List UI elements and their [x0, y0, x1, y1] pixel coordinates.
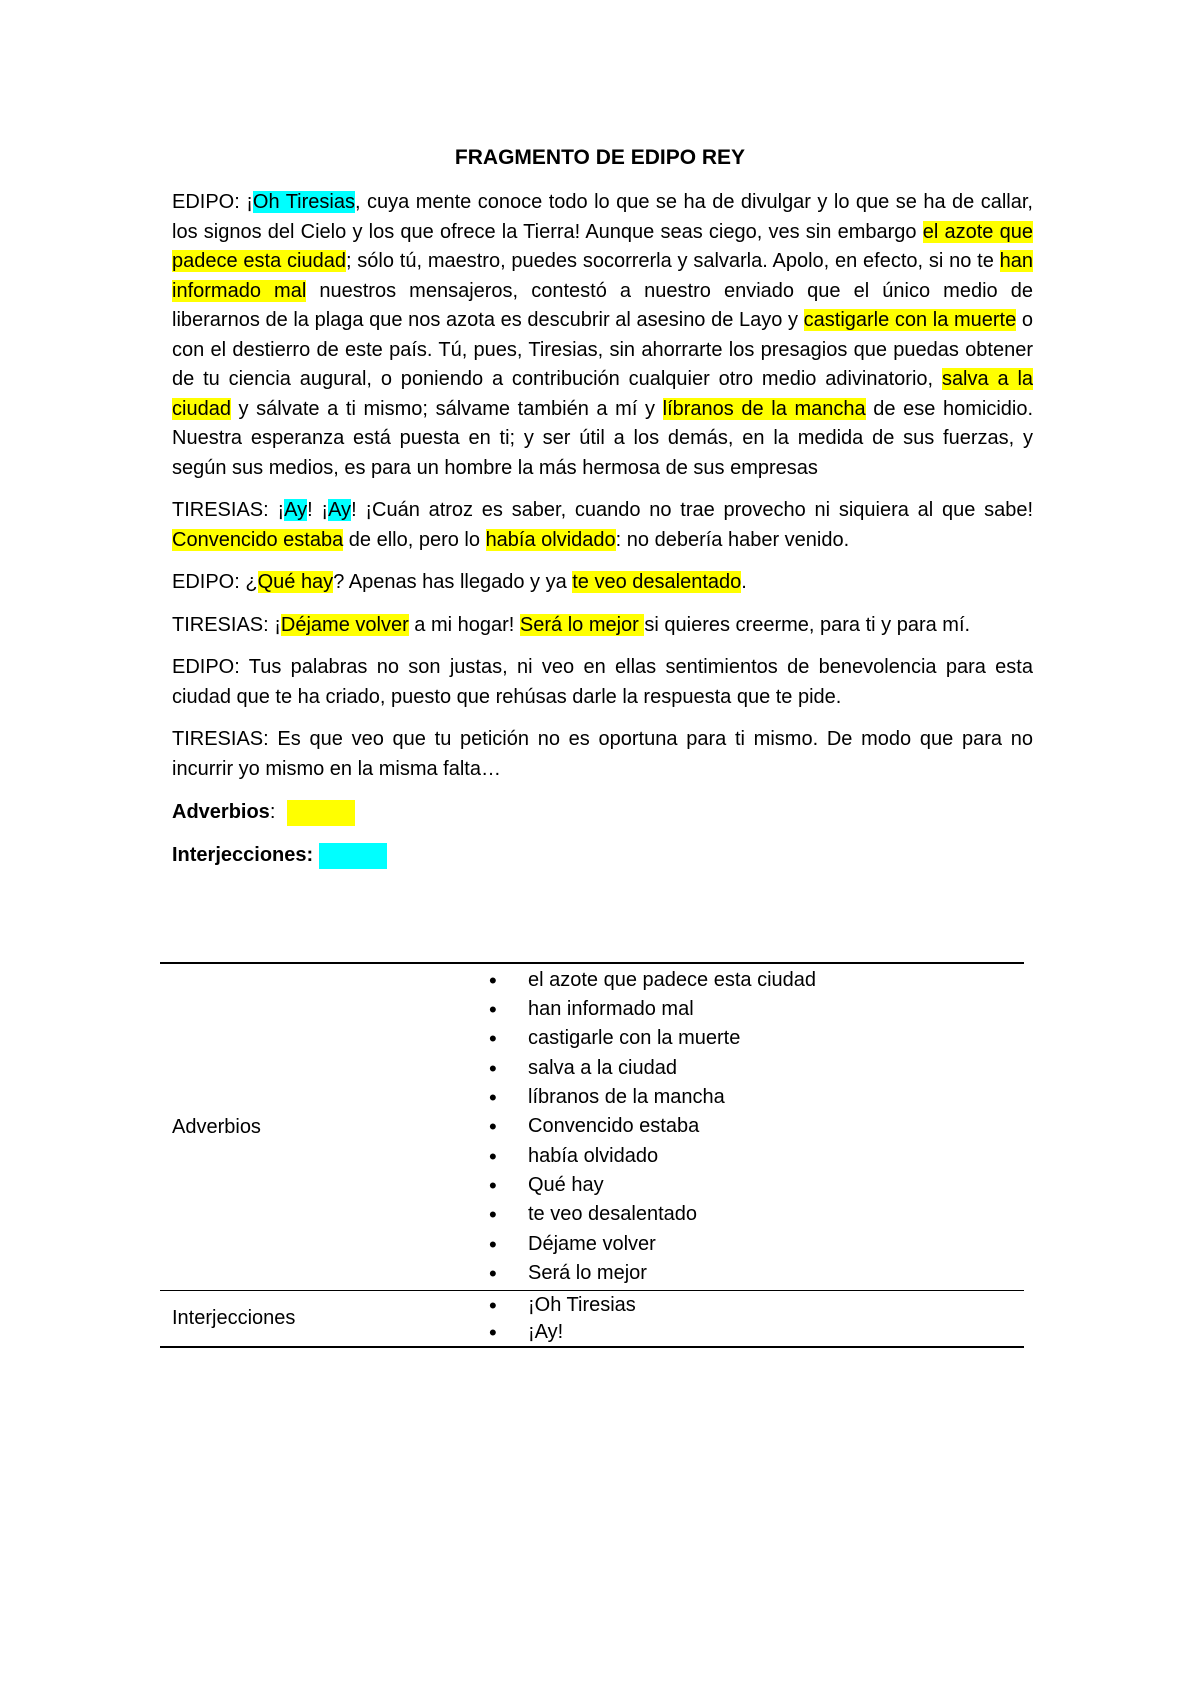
highlight-interjection: Ay	[284, 499, 308, 521]
document-title: FRAGMENTO DE EDIPO REY	[454, 146, 746, 169]
text-run: ; sólo tú, maestro, puedes socorrerla y salvarla. Apolo, en efecto, si no te	[345, 250, 1000, 272]
list-item: • Será lo mejor	[484, 1259, 1024, 1288]
text-run: de ello, pero lo	[343, 528, 486, 551]
text-run: : no debería haber venido.	[615, 528, 850, 551]
text-run: TIRESIAS: ¡	[172, 499, 285, 521]
interjecciones-list	[484, 1292, 1024, 1346]
legend-yellow-swatch	[287, 800, 355, 826]
list-item: • el azote que padece esta ciudad	[484, 966, 1024, 995]
dialogue-paragraph	[172, 496, 1033, 555]
dialogue-paragraph	[172, 188, 1033, 483]
list-item: • había olvidado	[484, 1142, 1024, 1171]
text-run: , cuya mente conoce todo lo que se ha de divulgar y lo que se ha de callar, los signos del Cielo y los que ofrece la Tierra! Aunque seas ciego, ves sin embargo	[172, 191, 1033, 243]
legend-adverbios-colon: :	[269, 801, 276, 823]
dialogue-paragraph	[172, 568, 1033, 598]
table-row-adverbios	[160, 963, 1024, 1291]
highlight-interjection: Ay	[328, 499, 352, 521]
highlight-adverb: Déjame volver	[280, 613, 409, 636]
highlight-adverb: salva a la ciudad	[172, 368, 1034, 420]
list-item: • te veo desalentado	[484, 1200, 1024, 1229]
text-run: TIRESIAS: Es que veo que tu petición no es oportuna para ti mismo. De modo que para no incurrir yo mismo en la misma falta…	[172, 728, 1033, 780]
text-run: EDIPO: ¡	[172, 191, 253, 213]
text-run: a mi hogar!	[408, 613, 520, 636]
highlight-adverb: han informado mal	[172, 250, 1034, 302]
adverbios-list	[484, 966, 1024, 1288]
table-label-interjecciones: Interjecciones	[160, 1291, 484, 1348]
list-item: • castigarle con la muerte	[484, 1024, 1024, 1053]
highlight-adverb: te veo desalentado	[572, 571, 742, 593]
text-run: .	[741, 571, 747, 593]
highlight-adverb: el azote que padece esta ciudad	[172, 220, 1033, 272]
list-item: • Convencido estaba	[484, 1112, 1024, 1141]
text-run: ! ¡	[307, 499, 329, 521]
list-item: • Déjame volver	[484, 1230, 1024, 1259]
highlight-interjection: Oh Tiresias	[252, 191, 355, 213]
highlight-adverb: Qué hay	[257, 571, 334, 593]
table-items-cell	[484, 963, 1024, 1291]
text-run: TIRESIAS: ¡	[172, 613, 281, 636]
list-item: • Qué hay	[484, 1171, 1024, 1200]
text-run: o con el destierro de este país. Tú, pues, Tiresias, sin ahorrarte los presagios que puedas obtener de tu ciencia augural, o poniendo a contribución cualquier otro medio adivinatorio,	[172, 309, 1034, 390]
dialogue-paragraphs	[172, 188, 1033, 784]
text-run: ? Apenas has llegado y ya	[333, 571, 573, 593]
highlight-adverb: líbranos de la mancha	[662, 397, 866, 420]
text-run: nuestros mensajeros, contestó a nuestro enviado que el único medio de liberarnos de la plaga que nos azota es descubrir al asesino de Layo y	[172, 279, 1033, 331]
legend-cyan-swatch	[319, 843, 387, 869]
dialogue-paragraph	[172, 653, 1033, 712]
highlight-adverb: Convencido estaba	[172, 528, 344, 551]
list-item: • líbranos de la mancha	[484, 1083, 1024, 1112]
highlight-adverb: castigarle con la muerte	[803, 309, 1017, 331]
text-run: si quieres creerme, para ti y para mí.	[644, 613, 971, 636]
text-run: EDIPO: Tus palabras no son justas, ni veo en ellas sentimientos de benevolencia para esta ciudad que te ha criado, puesto que rehúsas darle la respuesta que te pide.	[172, 656, 1033, 708]
legend-adverbios	[172, 797, 1033, 827]
highlight-adverb: había olvidado	[485, 528, 616, 551]
text-run: de ese homicidio. Nuestra esperanza está puesta en ti; y ser útil a los demás, en la medida de sus fuerzas, y según sus medios, es para un hombre la más hermosa de sus empresas	[172, 397, 1034, 479]
legend-adverbios-label: Adverbios	[172, 801, 270, 823]
highlight-adverb: Será lo mejor	[519, 613, 645, 636]
table-label-adverbios: Adverbios	[160, 963, 484, 1291]
dialogue-paragraph	[172, 611, 1033, 641]
dialogue-paragraph	[172, 725, 1033, 784]
text-run: ! ¡Cuán atroz es saber, cuando no trae provecho ni siquiera al que sabe!	[351, 499, 1034, 521]
text-run: EDIPO: ¿	[172, 571, 258, 593]
classification-table	[160, 962, 1024, 1348]
table-row-interjecciones	[160, 1291, 1024, 1348]
list-item: • ¡Ay!	[484, 1319, 1024, 1346]
list-item: • ¡Oh Tiresias	[484, 1292, 1024, 1319]
text-run: y sálvate a ti mismo; sálvame también a mí y	[230, 397, 663, 420]
list-item: • han informado mal	[484, 995, 1024, 1024]
list-item: • salva a la ciudad	[484, 1054, 1024, 1083]
table-items-cell	[484, 1291, 1024, 1348]
legend-interjecciones-label: Interjecciones:	[172, 844, 314, 866]
legend-interjecciones	[172, 840, 1033, 870]
document-body	[172, 188, 1033, 883]
